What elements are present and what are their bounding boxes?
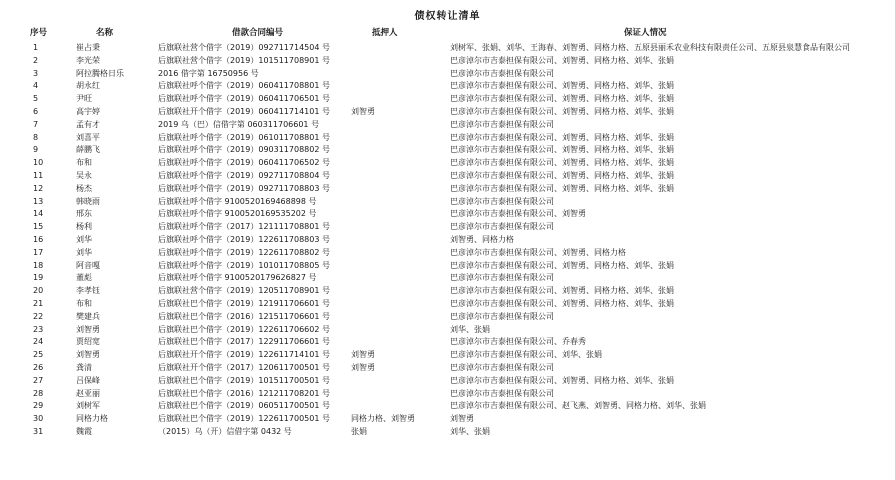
- table-body: [0, 42, 895, 439]
- row-contract-number: 后旗联社呼个借字 9100520179626827 号: [158, 273, 317, 283]
- row-number: 6: [33, 106, 39, 116]
- table-row: [0, 400, 895, 413]
- row-name: 吕保峰: [76, 375, 100, 385]
- document-title: 债权转让清单: [414, 11, 481, 22]
- row-mortgagor: 张娟: [351, 426, 367, 436]
- row-contract-number: 后旗联社呼个借字（2019）090311708802 号: [158, 145, 330, 155]
- row-guarantor: 巴彦淖尔市吉泰担保有限公司: [450, 273, 554, 283]
- row-mortgagor: 刘智勇: [351, 350, 375, 360]
- row-guarantor: 巴彦淖尔市吉泰担保有限公司: [450, 362, 554, 372]
- header-name: 名称: [96, 28, 114, 38]
- table-row: [0, 362, 895, 375]
- row-number: 30: [33, 414, 44, 424]
- row-guarantor: 巴彦淖尔市吉泰担保有限公司、刘智勇、同格力格、刘华、张娟: [450, 145, 674, 155]
- row-number: 15: [33, 222, 44, 232]
- header-no: 序号: [30, 28, 48, 38]
- row-number: 31: [33, 426, 44, 436]
- row-number: 1: [33, 43, 39, 52]
- row-contract-number: 后旗联社开个借字（2017）120611700501 号: [158, 362, 330, 372]
- row-name: 韩晓雨: [76, 196, 100, 206]
- row-name: 樊建兵: [76, 311, 100, 321]
- table-row: [0, 388, 895, 401]
- row-name: 李孝钰: [76, 286, 100, 296]
- row-number: 24: [33, 337, 44, 347]
- row-number: 21: [33, 298, 44, 308]
- table-row: [0, 170, 895, 183]
- row-name: 阿音嘎: [76, 260, 100, 270]
- table-row: [0, 375, 895, 388]
- row-contract-number: 后旗联社呼个借字（2019）092711708803 号: [158, 183, 330, 193]
- table-row: [0, 119, 895, 132]
- row-name: 胡永红: [76, 81, 100, 91]
- table-row: [0, 285, 895, 298]
- row-name: 李光荣: [76, 55, 100, 65]
- row-name: 高宇婷: [76, 106, 100, 116]
- row-name: 刘华: [76, 247, 92, 257]
- row-name: 吴永: [76, 170, 92, 180]
- table-row: [0, 234, 895, 247]
- row-name: 尹旺: [76, 94, 92, 104]
- row-contract-number: 后旗联社巴个借字（2019）122611700501 号: [158, 414, 330, 424]
- table-row: [0, 106, 895, 119]
- table-row: [0, 221, 895, 234]
- row-contract-number: 后旗联社呼个借字（2019）122611708802 号: [158, 247, 330, 257]
- row-guarantor: 巴彦淖尔市吉泰担保有限公司、刘智勇、同格力格、刘华、张娟: [450, 55, 674, 65]
- row-mortgagor: 同格力格、刘智勇: [351, 414, 415, 424]
- row-contract-number: 后旗联社巴个借字（2016）121211708201 号: [158, 388, 330, 398]
- row-number: 14: [33, 209, 44, 219]
- row-guarantor: 巴彦淖尔市吉泰担保有限公司、刘华、张娟: [450, 350, 602, 360]
- row-contract-number: 2019 乌（巴）信借字第 060311706601 号: [158, 119, 320, 129]
- table-row: [0, 196, 895, 209]
- row-guarantor: 巴彦淖尔市吉泰担保有限公司、刘智勇、同格力格、刘华、张娟: [450, 286, 674, 296]
- row-contract-number: 后旗联社巴个借字（2017）122911706601 号: [158, 337, 330, 347]
- row-contract-number: 后旗联社呼个借字（2019）061011708801 号: [158, 132, 330, 142]
- row-number: 13: [33, 196, 44, 206]
- row-name: 刘智勇: [76, 350, 100, 360]
- row-number: 22: [33, 311, 44, 321]
- table-row: [0, 426, 895, 439]
- header-contract: 借款合同编号: [232, 28, 284, 38]
- row-number: 25: [33, 350, 44, 360]
- header-mortgagor: 抵押人: [372, 28, 398, 38]
- table-row: [0, 336, 895, 349]
- table-row: [0, 413, 895, 426]
- row-number: 9: [33, 145, 39, 155]
- table-row: [0, 144, 895, 157]
- row-guarantor: 巴彦淖尔市吉泰担保有限公司、刘智勇、同格力格、刘华、张娟: [450, 183, 674, 193]
- row-contract-number: 后旗联社开个借字（2019）122611714101 号: [158, 350, 330, 360]
- row-guarantor: 巴彦淖尔市吉泰担保有限公司: [450, 388, 554, 398]
- row-contract-number: 后旗联社呼个借字（2019）092711708804 号: [158, 170, 330, 180]
- row-name: 刘树军: [76, 401, 100, 411]
- row-guarantor: 巴彦淖尔市吉泰担保有限公司、刘智勇、同格力格、刘华、张娟: [450, 94, 674, 104]
- row-number: 2: [33, 55, 39, 65]
- row-name: 刘智勇: [76, 324, 100, 334]
- row-name: 龚清: [76, 362, 92, 372]
- row-number: 20: [33, 286, 44, 296]
- row-contract-number: 2016 借字第 16750956 号: [158, 68, 259, 78]
- row-guarantor: 巴彦淖尔市吉泰担保有限公司、刘智勇、同格力格、刘华、张娟: [450, 132, 674, 142]
- row-guarantor: 巴彦淖尔市吉泰担保有限公司、赵飞燕、刘智勇、同格力格、刘华、张娟: [450, 401, 706, 411]
- row-number: 8: [33, 132, 39, 142]
- table-row: [0, 272, 895, 285]
- table-row: [0, 349, 895, 362]
- row-number: 4: [33, 81, 39, 91]
- row-name: 赵亚丽: [76, 388, 100, 398]
- table-row: [0, 157, 895, 170]
- row-name: 贾绍宽: [76, 337, 100, 347]
- row-guarantor: 巴彦淖尔市吉泰担保有限公司、刘智勇、同格力格、刘华、张娟: [450, 298, 674, 308]
- row-guarantor: 巴彦淖尔市吉泰担保有限公司、刘智勇、同格力格、刘华、张娟: [450, 170, 674, 180]
- row-name: 同格力格: [76, 414, 108, 424]
- row-contract-number: 后旗联社呼个借字（2019）122611708803 号: [158, 234, 330, 244]
- row-contract-number: 后旗联社巴个借字（2016）121511706601 号: [158, 311, 330, 321]
- table-row: [0, 80, 895, 93]
- row-number: 18: [33, 260, 44, 270]
- row-number: 10: [33, 158, 44, 168]
- row-contract-number: 后旗联社呼个借字 9100520169535202 号: [158, 209, 317, 219]
- row-number: 17: [33, 247, 44, 257]
- row-number: 3: [33, 68, 39, 78]
- row-number: 12: [33, 183, 44, 193]
- row-number: 7: [33, 119, 39, 129]
- row-guarantor: 刘树军、张娟、刘华、王海春、刘智勇、同格力格、五原县丽禾农业科技有限责任公司、五原县泉慧食品有限公司: [450, 43, 850, 52]
- row-contract-number: （2015）乌（开）信借字第 0432 号: [158, 426, 292, 436]
- table-row: [0, 93, 895, 106]
- header-guarantor: 保证人情况: [624, 28, 667, 38]
- row-contract-number: 后旗联社开个借字（2019）060411714101 号: [158, 106, 330, 116]
- row-contract-number: 后旗联社呼个借字（2017）121111708801 号: [158, 222, 330, 232]
- row-name: 布和: [76, 298, 92, 308]
- row-guarantor: 巴彦淖尔市吉泰担保有限公司: [450, 196, 554, 206]
- row-name: 阿拉腾格日乐: [76, 68, 124, 78]
- row-guarantor: 巴彦淖尔市吉泰担保有限公司: [450, 222, 554, 232]
- row-contract-number: 后旗联社呼个借字（2019）060411706501 号: [158, 94, 330, 104]
- row-number: 16: [33, 234, 44, 244]
- row-guarantor: 巴彦淖尔市吉泰担保有限公司、刘智勇: [450, 209, 586, 219]
- row-contract-number: 后旗联社呼个借字 9100520169468898 号: [158, 196, 317, 206]
- table-row: [0, 324, 895, 337]
- row-name: 孟有才: [76, 119, 100, 129]
- row-number: 28: [33, 388, 44, 398]
- row-contract-number: 后旗联社巴个借字（2019）060511700501 号: [158, 401, 330, 411]
- row-guarantor: 巴彦淖尔市吉泰担保有限公司: [450, 68, 554, 78]
- row-guarantor: 刘智勇: [450, 414, 474, 424]
- row-number: 23: [33, 324, 44, 334]
- row-contract-number: 后旗联社巴个借字（2019）101511700501 号: [158, 375, 330, 385]
- row-contract-number: 后旗联社呼个借字（2019）060411708801 号: [158, 81, 330, 91]
- row-guarantor: 刘华、张娟: [450, 324, 490, 334]
- row-number: 27: [33, 375, 44, 385]
- row-contract-number: 后旗联社营个借字（2019）101511708901 号: [158, 55, 330, 65]
- row-guarantor: 巴彦淖尔市吉泰担保有限公司、刘智勇、同格力格、刘华、张娟: [450, 106, 674, 116]
- table-row: [0, 55, 895, 68]
- table-row: [0, 132, 895, 145]
- row-guarantor: 巴彦淖尔市吉泰担保有限公司: [450, 119, 554, 129]
- row-contract-number: 后旗联社巴个借字（2019）122611706602 号: [158, 324, 330, 334]
- row-contract-number: 后旗联社营个借字（2019）120511708901 号: [158, 286, 330, 296]
- row-name: 薛鹏飞: [76, 145, 100, 155]
- row-name: 董彪: [76, 273, 92, 283]
- table-row: [0, 42, 895, 55]
- row-name: 刘华: [76, 234, 92, 244]
- row-name: 魏霞: [76, 426, 92, 436]
- row-name: 刘喜平: [76, 132, 100, 142]
- row-number: 11: [33, 170, 44, 180]
- row-contract-number: 后旗联社呼个借字（2019）101011708805 号: [158, 260, 330, 270]
- row-guarantor: 刘智勇、同格力格: [450, 234, 514, 244]
- table-row: [0, 183, 895, 196]
- table-row: [0, 208, 895, 221]
- row-name: 邢东: [76, 209, 92, 219]
- row-name: 杨利: [76, 222, 92, 232]
- table-row: [0, 68, 895, 81]
- table-row: [0, 311, 895, 324]
- row-contract-number: 后旗联社营个借字（2019）092711714504 号: [158, 43, 330, 52]
- row-guarantor: 巴彦淖尔市吉泰担保有限公司、乔春秀: [450, 337, 586, 347]
- row-guarantor: 巴彦淖尔市吉泰担保有限公司、刘智勇、同格力格: [450, 247, 626, 257]
- table-row: [0, 247, 895, 260]
- row-guarantor: 巴彦淖尔市吉泰担保有限公司、刘智勇、同格力格、刘华、张娟: [450, 158, 674, 168]
- row-mortgagor: 刘智勇: [351, 106, 375, 116]
- row-number: 26: [33, 362, 44, 372]
- row-number: 29: [33, 401, 44, 411]
- row-name: 杨杰: [76, 183, 92, 193]
- table-header: [0, 26, 895, 40]
- row-guarantor: 巴彦淖尔市吉泰担保有限公司、刘智勇、同格力格、刘华、张娟: [450, 375, 674, 385]
- row-number: 5: [33, 94, 39, 104]
- row-contract-number: 后旗联社呼个借字（2019）060411706502 号: [158, 158, 330, 168]
- table-row: [0, 298, 895, 311]
- row-guarantor: 巴彦淖尔市吉泰担保有限公司: [450, 311, 554, 321]
- row-number: 19: [33, 273, 44, 283]
- row-name: 崔占秉: [76, 43, 100, 52]
- row-guarantor: 刘华、张娟: [450, 426, 490, 436]
- row-name: 布和: [76, 158, 92, 168]
- row-guarantor: 巴彦淖尔市吉泰担保有限公司、刘智勇、同格力格、刘华、张娟: [450, 81, 674, 91]
- row-guarantor: 巴彦淖尔市吉泰担保有限公司、刘智勇、同格力格、刘华、张娟: [450, 260, 674, 270]
- row-mortgagor: 刘智勇: [351, 362, 375, 372]
- table-row: [0, 260, 895, 273]
- row-contract-number: 后旗联社巴个借字（2019）121911706601 号: [158, 298, 330, 308]
